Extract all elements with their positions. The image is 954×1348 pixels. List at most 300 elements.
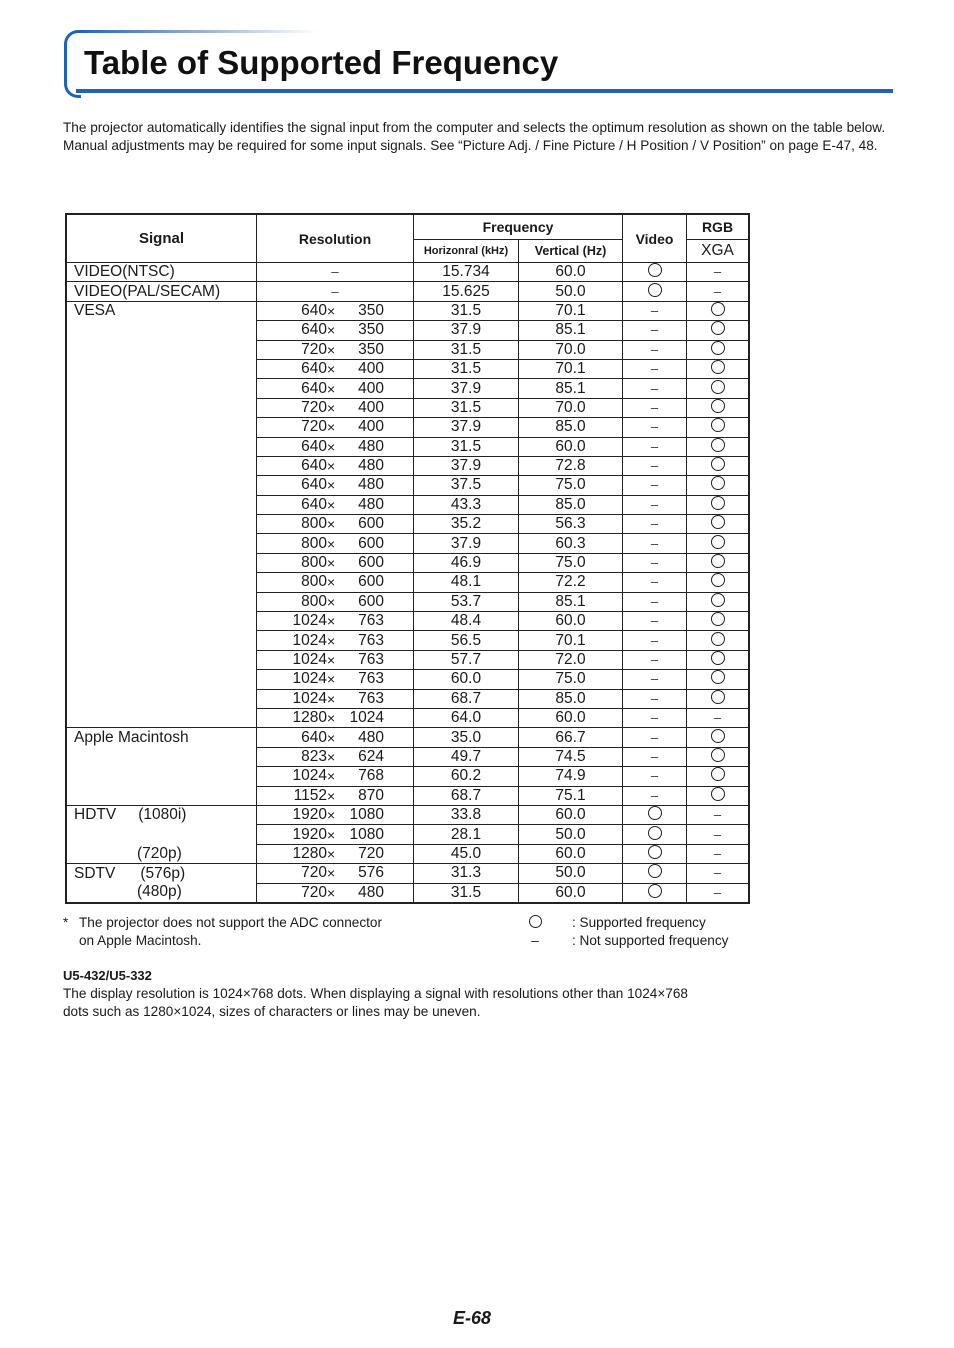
cell-rgb [687, 263, 750, 282]
cell-resolution [257, 573, 414, 592]
cell-signal [66, 476, 257, 495]
cell-horizontal-freq: 15.625 [414, 282, 519, 301]
cell-horizontal-freq: 31.5 [414, 398, 519, 417]
not-supported-dash-icon: – [650, 302, 659, 318]
times-sign: × [327, 477, 336, 494]
table-row [66, 495, 749, 514]
res-height: 763 [358, 651, 384, 668]
page-number: E-68 [453, 1308, 492, 1328]
cell-video [623, 805, 687, 824]
cell-video [623, 825, 687, 844]
cell-vertical-freq: 74.5 [519, 747, 623, 766]
header-horizontal: Horizonral (kHz) [414, 240, 519, 263]
cell-resolution [257, 340, 414, 359]
supported-circle-icon [648, 806, 662, 820]
legend-supported-label: : Supported frequency [572, 915, 706, 930]
res-width: 720 [301, 883, 327, 901]
table-row [66, 573, 749, 592]
cell-rgb [687, 650, 750, 669]
res-dash: – [331, 283, 339, 299]
table-row [66, 631, 749, 650]
cell-signal [66, 708, 257, 727]
cell-resolution [257, 515, 414, 534]
cell-resolution [257, 786, 414, 805]
not-supported-dash-icon: – [713, 283, 722, 299]
cell-horizontal-freq: 31.5 [414, 883, 519, 903]
cell-vertical-freq: 60.0 [519, 437, 623, 456]
cell-rgb [687, 592, 750, 611]
cell-vertical-freq: 75.1 [519, 786, 623, 805]
res-width: 640 [301, 728, 327, 746]
cell-resolution [257, 650, 414, 669]
cell-resolution [257, 282, 414, 301]
not-supported-dash-icon: – [650, 496, 659, 512]
cell-rgb [687, 631, 750, 650]
res-width: 640 [301, 437, 327, 455]
times-sign: × [327, 671, 336, 688]
signal-mode-label: (1080i) [138, 806, 187, 824]
model-note-line-1: The display resolution is 1024×768 dots. When displaying a signal with resolutions other than 1024×768 [63, 986, 688, 1001]
cell-rgb [687, 456, 750, 475]
table-row [66, 670, 749, 689]
res-height: 763 [358, 670, 384, 688]
cell-horizontal-freq: 49.7 [414, 747, 519, 766]
cell-vertical-freq: 75.0 [519, 476, 623, 495]
cell-vertical-freq: 60.0 [519, 805, 623, 824]
signal-mode-label: (576p) [140, 864, 186, 882]
cell-vertical-freq: 60.0 [519, 883, 623, 903]
supported-circle-icon [711, 496, 725, 510]
cell-resolution [257, 476, 414, 495]
table-header-row [66, 214, 749, 240]
res-height: 480 [358, 457, 384, 475]
res-width: 1024 [292, 767, 327, 785]
res-height: 1080 [349, 825, 384, 843]
signal-label: SDTV [74, 864, 116, 882]
cell-resolution [257, 301, 414, 320]
res-height: 600 [358, 554, 384, 572]
not-supported-dash-icon: – [650, 748, 659, 764]
res-width: 640 [301, 457, 327, 475]
table-row [66, 883, 749, 903]
not-supported-dash-icon: – [650, 341, 659, 357]
not-supported-dash-icon: – [650, 593, 659, 609]
res-height: 1024 [349, 709, 384, 727]
cell-video [623, 864, 687, 883]
cell-video [623, 456, 687, 475]
supported-circle-icon [648, 263, 662, 277]
not-supported-dash-icon: – [713, 884, 722, 900]
times-sign: × [327, 865, 336, 882]
res-height: 350 [358, 340, 384, 358]
supported-circle-icon [711, 632, 725, 646]
times-sign: × [327, 555, 336, 572]
cell-video [623, 495, 687, 514]
res-height: 400 [358, 379, 384, 397]
supported-circle-icon [711, 767, 725, 781]
res-width: 1024 [292, 689, 327, 707]
cell-signal [66, 379, 257, 398]
cell-signal [66, 534, 257, 553]
cell-video [623, 728, 687, 747]
cell-video [623, 689, 687, 708]
not-supported-dash-icon: – [713, 845, 722, 861]
table-row [66, 728, 749, 747]
circle-icon [527, 914, 543, 932]
header-video: Video [623, 214, 687, 263]
res-height: 600 [358, 515, 384, 533]
cell-video [623, 612, 687, 631]
cell-rgb [687, 476, 750, 495]
res-width: 640 [301, 476, 327, 494]
cell-resolution [257, 747, 414, 766]
res-dash: – [331, 264, 339, 280]
res-height: 600 [358, 573, 384, 591]
times-sign: × [327, 496, 336, 513]
cell-horizontal-freq: 48.4 [414, 612, 519, 631]
not-supported-dash-icon: – [650, 361, 659, 377]
cell-signal [66, 553, 257, 572]
cell-rgb [687, 437, 750, 456]
not-supported-dash-icon: – [713, 826, 722, 842]
not-supported-dash-icon: – [650, 458, 659, 474]
cell-vertical-freq: 50.0 [519, 282, 623, 301]
res-height: 480 [358, 495, 384, 513]
table-row [66, 689, 749, 708]
cell-vertical-freq: 60.0 [519, 708, 623, 727]
cell-resolution [257, 359, 414, 378]
table-row [66, 263, 749, 282]
cell-vertical-freq: 70.0 [519, 398, 623, 417]
cell-rgb [687, 379, 750, 398]
cell-vertical-freq: 60.3 [519, 534, 623, 553]
not-supported-dash-icon: – [650, 419, 659, 435]
res-width: 800 [301, 534, 327, 552]
cell-rgb [687, 418, 750, 437]
cell-signal [66, 786, 257, 805]
cell-horizontal-freq: 68.7 [414, 786, 519, 805]
cell-vertical-freq: 75.0 [519, 553, 623, 572]
table-row [66, 553, 749, 572]
supported-circle-icon [711, 593, 725, 607]
supported-circle-icon [711, 321, 725, 335]
cell-vertical-freq: 60.0 [519, 844, 623, 863]
cell-rgb [687, 747, 750, 766]
res-height: 600 [358, 534, 384, 552]
cell-signal [66, 612, 257, 631]
cell-video [623, 359, 687, 378]
cell-video [623, 708, 687, 727]
cell-horizontal-freq: 37.9 [414, 379, 519, 398]
cell-video [623, 263, 687, 282]
cell-resolution [257, 670, 414, 689]
not-supported-dash-icon: – [650, 574, 659, 590]
header-xga: XGA [687, 240, 750, 263]
cell-rgb [687, 495, 750, 514]
header-signal: Signal [66, 214, 257, 263]
not-supported-dash-icon: – [650, 438, 659, 454]
res-height: 720 [358, 844, 384, 862]
title-underline [76, 89, 893, 93]
table-row [66, 747, 749, 766]
cell-vertical-freq: 85.1 [519, 379, 623, 398]
cell-signal [66, 282, 257, 301]
table-row [66, 418, 749, 437]
cell-resolution [257, 437, 414, 456]
table-body [66, 263, 749, 903]
supported-circle-icon [711, 418, 725, 432]
res-height: 480 [358, 476, 384, 494]
cell-rgb [687, 689, 750, 708]
cell-horizontal-freq: 60.2 [414, 767, 519, 786]
cell-signal [66, 495, 257, 514]
times-sign: × [327, 574, 336, 591]
res-height: 768 [358, 767, 384, 785]
not-supported-dash-icon: – [650, 477, 659, 493]
supported-circle-icon [711, 476, 725, 490]
not-supported-dash-icon: – [650, 787, 659, 803]
times-sign: × [327, 535, 336, 552]
signal-mode-label: (480p) [137, 883, 182, 901]
cell-vertical-freq: 56.3 [519, 515, 623, 534]
table-row [66, 379, 749, 398]
res-height: 576 [358, 864, 384, 882]
res-height: 350 [358, 321, 384, 339]
times-sign: × [327, 361, 336, 378]
res-width: 720 [301, 864, 327, 882]
supported-circle-icon [711, 457, 725, 471]
cell-video [623, 340, 687, 359]
cell-resolution [257, 534, 414, 553]
cell-horizontal-freq: 56.5 [414, 631, 519, 650]
res-width: 800 [301, 573, 327, 591]
supported-circle-icon [711, 729, 725, 743]
cell-video [623, 573, 687, 592]
legend [527, 914, 728, 950]
table-row [66, 767, 749, 786]
cell-signal [66, 883, 257, 903]
cell-rgb [687, 553, 750, 572]
not-supported-dash-icon: – [650, 555, 659, 571]
cell-rgb [687, 359, 750, 378]
supported-circle-icon [711, 341, 725, 355]
times-sign: × [327, 710, 336, 727]
res-height: 763 [358, 689, 384, 707]
cell-rgb [687, 534, 750, 553]
times-sign: × [327, 516, 336, 533]
supported-circle-icon [648, 864, 662, 878]
supported-circle-icon [711, 651, 725, 665]
cell-resolution [257, 592, 414, 611]
not-supported-dash-icon: – [650, 516, 659, 532]
cell-signal [66, 689, 257, 708]
res-height: 480 [358, 883, 384, 901]
cell-vertical-freq: 50.0 [519, 864, 623, 883]
signal-mode-label: (720p) [137, 844, 182, 862]
cell-horizontal-freq: 45.0 [414, 844, 519, 863]
cell-horizontal-freq: 64.0 [414, 708, 519, 727]
res-height: 763 [358, 612, 384, 630]
cell-signal [66, 670, 257, 689]
res-width: 1024 [292, 651, 327, 668]
cell-video [623, 321, 687, 340]
cell-rgb [687, 321, 750, 340]
cell-video [623, 747, 687, 766]
supported-circle-icon [711, 670, 725, 684]
cell-resolution [257, 553, 414, 572]
times-sign: × [327, 438, 336, 455]
cell-horizontal-freq: 37.9 [414, 534, 519, 553]
res-width: 1024 [292, 670, 327, 688]
not-supported-dash-icon: – [650, 535, 659, 551]
times-sign: × [327, 729, 336, 746]
cell-horizontal-freq: 15.734 [414, 263, 519, 282]
cell-horizontal-freq: 37.9 [414, 418, 519, 437]
cell-vertical-freq: 50.0 [519, 825, 623, 844]
res-width: 1920 [292, 825, 327, 843]
cell-signal [66, 650, 257, 669]
res-height: 350 [358, 301, 384, 319]
cell-video [623, 476, 687, 495]
cell-signal [66, 747, 257, 766]
cell-resolution [257, 495, 414, 514]
supported-circle-icon [711, 380, 725, 394]
times-sign: × [327, 341, 336, 358]
times-sign: × [327, 787, 336, 804]
not-supported-dash-icon: – [650, 322, 659, 338]
cell-rgb [687, 708, 750, 727]
cell-horizontal-freq: 31.5 [414, 437, 519, 456]
supported-circle-icon [711, 535, 725, 549]
cell-rgb [687, 728, 750, 747]
res-height: 480 [358, 437, 384, 455]
cell-rgb [687, 825, 750, 844]
table-row [66, 437, 749, 456]
intro-paragraph-2: Manual adjustments may be required for some input signals. See “Picture Adj. / Fine Picture / H Position / V Position” on page E-47, 48. [63, 138, 878, 153]
title-top-line [78, 30, 318, 33]
cell-resolution [257, 689, 414, 708]
cell-rgb [687, 612, 750, 631]
cell-signal [66, 728, 257, 747]
legend-not-supported [527, 932, 728, 950]
res-width: 1152 [293, 786, 327, 804]
cell-rgb [687, 515, 750, 534]
cell-signal [66, 321, 257, 340]
cell-resolution [257, 864, 414, 883]
times-sign: × [327, 652, 336, 668]
cell-vertical-freq: 60.0 [519, 263, 623, 282]
header-rgb: RGB [687, 214, 750, 240]
dash-icon: – [531, 933, 539, 948]
cell-horizontal-freq: 31.5 [414, 359, 519, 378]
table-row [66, 612, 749, 631]
supported-circle-icon [711, 515, 725, 529]
cell-video [623, 534, 687, 553]
table-row [66, 708, 749, 727]
times-sign: × [327, 768, 336, 785]
cell-vertical-freq: 72.8 [519, 456, 623, 475]
cell-signal [66, 592, 257, 611]
title-banner [64, 30, 893, 94]
cell-resolution [257, 728, 414, 747]
cell-video [623, 650, 687, 669]
table-row [66, 476, 749, 495]
times-sign: × [327, 826, 336, 843]
not-supported-dash-icon: – [713, 264, 722, 280]
cell-resolution [257, 379, 414, 398]
times-sign: × [327, 419, 336, 436]
cell-vertical-freq: 70.1 [519, 359, 623, 378]
res-height: 400 [358, 398, 384, 416]
cell-horizontal-freq: 37.5 [414, 476, 519, 495]
res-width: 823 [301, 747, 327, 765]
times-sign: × [327, 632, 336, 649]
cell-horizontal-freq: 33.8 [414, 805, 519, 824]
cell-resolution [257, 263, 414, 282]
cell-horizontal-freq: 31.5 [414, 301, 519, 320]
cell-vertical-freq: 66.7 [519, 728, 623, 747]
cell-vertical-freq: 85.1 [519, 321, 623, 340]
table-row [66, 534, 749, 553]
intro-text [63, 119, 893, 155]
res-width: 1024 [292, 612, 327, 630]
table-row [66, 456, 749, 475]
table-row [66, 825, 749, 844]
cell-vertical-freq: 70.1 [519, 301, 623, 320]
cell-video [623, 553, 687, 572]
cell-horizontal-freq: 31.3 [414, 864, 519, 883]
res-width: 720 [301, 398, 327, 416]
times-sign: × [327, 380, 336, 397]
footnote-star: * [63, 915, 69, 930]
header-vertical: Vertical (Hz) [519, 240, 623, 263]
cell-video [623, 379, 687, 398]
cell-signal [66, 359, 257, 378]
cell-vertical-freq: 72.2 [519, 573, 623, 592]
res-width: 640 [301, 301, 327, 319]
cell-resolution [257, 398, 414, 417]
res-height: 400 [358, 418, 384, 436]
table-row [66, 282, 749, 301]
table-row [66, 864, 749, 883]
cell-rgb [687, 767, 750, 786]
not-supported-dash-icon: – [650, 710, 659, 726]
res-height: 1080 [349, 806, 384, 824]
not-supported-dash-icon: – [650, 690, 659, 706]
cell-vertical-freq: 72.0 [519, 650, 623, 669]
cell-signal [66, 456, 257, 475]
title-bracket [64, 30, 81, 98]
cell-resolution [257, 418, 414, 437]
not-supported-dash-icon: – [650, 632, 659, 648]
res-height: 870 [358, 786, 384, 804]
not-supported-dash-icon: – [650, 729, 659, 745]
cell-horizontal-freq: 53.7 [414, 592, 519, 611]
supported-circle-icon [711, 399, 725, 413]
cell-video [623, 418, 687, 437]
header-resolution: Resolution [257, 214, 414, 263]
times-sign: × [327, 458, 336, 475]
not-supported-dash-icon: – [650, 671, 659, 687]
res-height: 600 [358, 592, 384, 610]
table-row [66, 301, 749, 320]
times-sign: × [327, 807, 336, 824]
page-title: Table of Supported Frequency [84, 44, 559, 81]
cell-resolution [257, 456, 414, 475]
cell-horizontal-freq: 28.1 [414, 825, 519, 844]
res-width: 640 [301, 379, 327, 397]
times-sign: × [327, 613, 336, 630]
